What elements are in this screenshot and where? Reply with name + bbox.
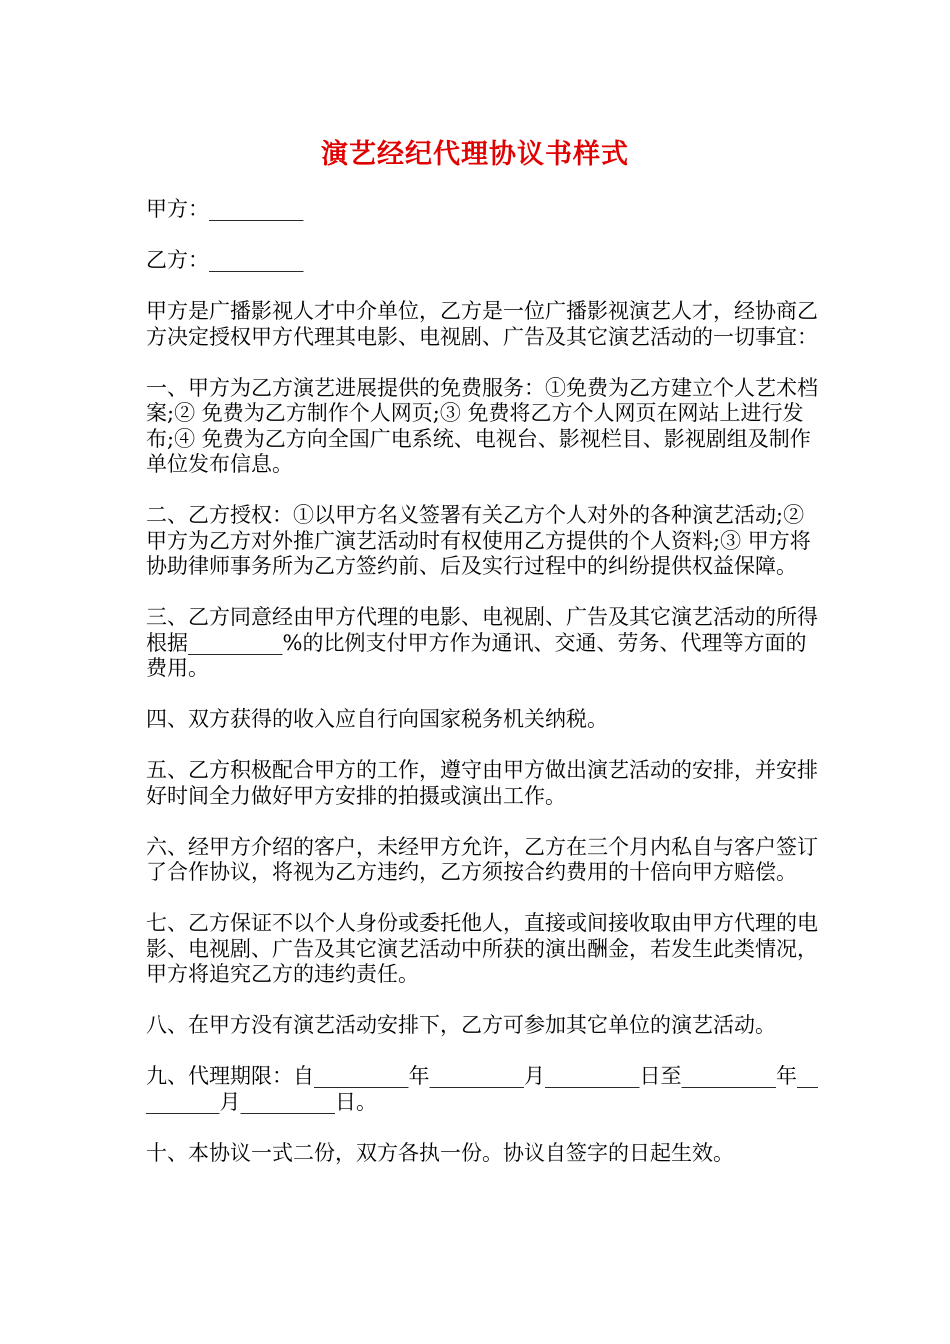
document-title: 演艺经纪代理协议书样式 — [321, 139, 629, 170]
clause-2-paragraph: 二、乙方授权：①以甲方名义签署有关乙方个人对外的各种演艺活动;② 甲方为乙方对外推广演艺活动时有权使用乙方提供的个人资料;③ 甲方将协助律师事务所为乙方签约前、后及实行过程中的纠纷提供权益保障。 — [146, 503, 811, 578]
party-a-line: 甲方：_________ — [146, 197, 304, 221]
clause-4-paragraph: 四、双方获得的收入应自行向国家税务机关纳税。 — [146, 707, 608, 731]
clause-1-paragraph: 一、甲方为乙方演艺进展提供的免费服务：①免费为乙方建立个人艺术档案;② 免费为乙方制作个人网页;③ 免费将乙方个人网页在网站上进行发布;④ 免费为乙方向全国广电系统、电视台、影视栏目、影视剧组及制作单位发布信息。 — [146, 375, 818, 476]
clause-6-paragraph: 六、经甲方介绍的客户，未经甲方允许，乙方在三个月内私自与客户签订了合作协议，将视为乙方违约，乙方须按合约费用的十倍向甲方赔偿。 — [146, 834, 818, 884]
clause-7-paragraph: 七、乙方保证不以个人身份或委托他人，直接或间接收取由甲方代理的电影、电视剧、广告及其它演艺活动中所获的演出酬金，若发生此类情况，甲方将追究乙方的违约责任。 — [146, 911, 818, 986]
clause-5-paragraph: 五、乙方积极配合甲方的工作，遵守由甲方做出演艺活动的安排，并安排好时间全力做好甲方安排的拍摄或演出工作。 — [146, 758, 818, 808]
clause-10-paragraph: 十、本协议一式二份，双方各执一份。协议自签字的日起生效。 — [146, 1140, 734, 1165]
party-b-line: 乙方：_________ — [146, 248, 304, 272]
preamble-paragraph: 甲方是广播影视人才中介单位，乙方是一位广播影视演艺人才，经协商乙方决定授权甲方代理其电影、电视剧、广告及其它演艺活动的一切事宜： — [146, 299, 818, 349]
clause-3-paragraph: 三、乙方同意经由甲方代理的电影、电视剧、广告及其它演艺活动的所得根据_________%的比例支付甲方作为通讯、交通、劳务、代理等方面的费用。 — [146, 605, 818, 680]
clause-9-paragraph: 九、代理期限：自_________年_________月_________日至_________年_________月_________日。 — [146, 1064, 818, 1114]
document-body — [146, 197, 818, 1192]
clause-8-paragraph: 八、在甲方没有演艺活动安排下，乙方可参加其它单位的演艺活动。 — [146, 1013, 776, 1037]
